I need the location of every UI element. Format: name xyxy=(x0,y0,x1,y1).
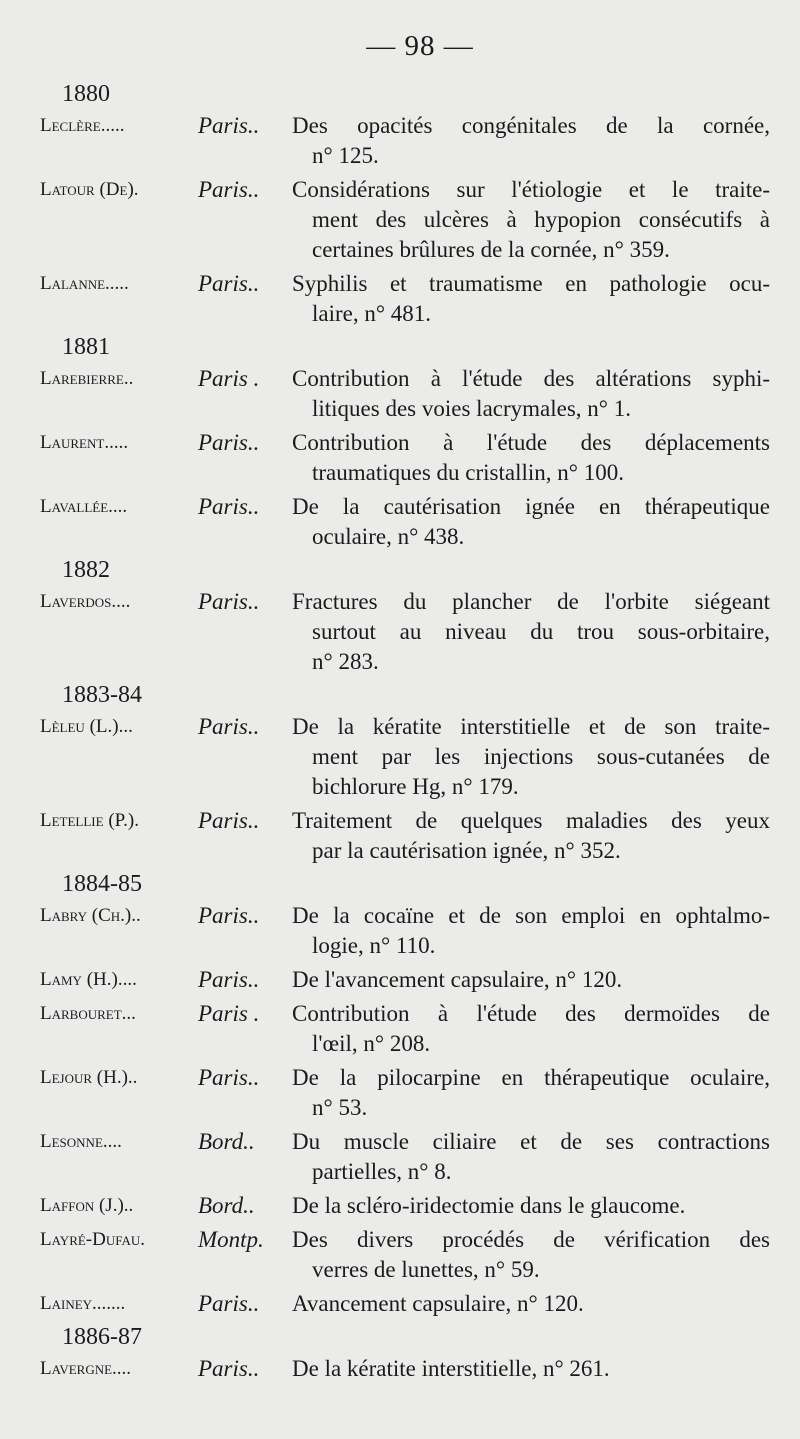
title-line: partielles, n° 8. xyxy=(312,1159,452,1184)
author-name: Lavergne.... xyxy=(40,1358,132,1379)
title-line: ment par les injections sous-cutanées de xyxy=(312,744,770,769)
thesis-title xyxy=(292,901,770,961)
thesis-entry xyxy=(40,428,770,488)
thesis-title xyxy=(292,492,770,552)
author-name: Latour (De). xyxy=(40,179,139,200)
author-name: Lalanne..... xyxy=(40,273,129,294)
title-line: Contribution à l'étude des déplacements xyxy=(292,430,770,455)
thesis-title xyxy=(292,1191,770,1221)
page-number: — 98 — xyxy=(366,30,474,62)
thesis-title xyxy=(292,999,770,1059)
title-line: n° 125. xyxy=(312,143,379,168)
title-line: De la kératite interstitielle et de son traite- xyxy=(292,714,770,739)
author-name: Letellie (P.). xyxy=(40,810,139,831)
thesis-title xyxy=(292,364,770,424)
thesis-entry xyxy=(40,111,770,171)
city: Paris.. xyxy=(198,903,260,928)
title-line: traumatiques du cristallin, n° 100. xyxy=(312,460,624,485)
thesis-entry xyxy=(40,1127,770,1187)
title-line: surtout au niveau du trou sous-orbitaire, xyxy=(312,619,770,644)
thesis-entry xyxy=(40,587,770,677)
title-line: n° 53. xyxy=(312,1095,368,1120)
city: Paris.. xyxy=(198,1065,260,1090)
title-line: De la cautérisation ignée en thérapeutique xyxy=(292,494,770,519)
thesis-title xyxy=(292,111,770,171)
city: Paris . xyxy=(198,1001,260,1026)
city: Paris.. xyxy=(198,808,260,833)
city: Montp. xyxy=(198,1227,264,1252)
title-line: De la kératite interstitielle, n° 261. xyxy=(292,1356,610,1381)
title-line: laire, n° 481. xyxy=(312,301,432,326)
thesis-entry xyxy=(40,999,770,1059)
author-name: Leclère..... xyxy=(40,115,125,136)
thesis-entry xyxy=(40,1191,770,1221)
author-name: Lèleu (L.)... xyxy=(40,716,133,737)
author-name: Lejour (H.).. xyxy=(40,1067,138,1088)
city: Paris.. xyxy=(198,430,260,455)
thesis-title xyxy=(292,269,770,329)
title-line: certaines brûlures de la cornée, n° 359. xyxy=(312,237,670,262)
thesis-entry xyxy=(40,1289,770,1319)
year-heading: 1883-84 xyxy=(62,682,142,708)
city: Paris.. xyxy=(198,113,260,138)
thesis-entry xyxy=(40,269,770,329)
title-line: bichlorure Hg, n° 179. xyxy=(312,774,519,799)
title-line: Des divers procédés de vérification des xyxy=(292,1227,770,1252)
title-line: Syphilis et traumatisme en pathologie ocu- xyxy=(292,271,770,296)
thesis-entry xyxy=(40,175,770,265)
title-line: Des opacités congénitales de la cornée, xyxy=(292,113,770,138)
year-heading: 1882 xyxy=(62,557,110,583)
title-line: Du muscle ciliaire et de ses contractions xyxy=(292,1129,770,1154)
author-name: Larbouret... xyxy=(40,1003,136,1024)
title-line: Avancement capsulaire, n° 120. xyxy=(292,1291,584,1316)
city: Paris.. xyxy=(198,494,260,519)
thesis-title xyxy=(292,1354,770,1384)
thesis-entry xyxy=(40,965,770,995)
city: Paris.. xyxy=(198,1356,260,1381)
thesis-title xyxy=(292,806,770,866)
title-line: De la scléro-iridectomie dans le glaucome. xyxy=(292,1193,686,1218)
title-line: n° 283. xyxy=(312,649,379,674)
author-name: Lesonne.... xyxy=(40,1131,122,1152)
title-line: oculaire, n° 438. xyxy=(312,524,465,549)
city: Bord.. xyxy=(198,1193,255,1218)
thesis-list xyxy=(40,80,770,1388)
city: Paris.. xyxy=(198,1291,260,1316)
year-heading: 1880 xyxy=(62,81,110,107)
thesis-entry xyxy=(40,712,770,802)
city: Paris.. xyxy=(198,714,260,739)
thesis-title xyxy=(292,1225,770,1285)
year-heading: 1886-87 xyxy=(62,1324,142,1350)
thesis-entry xyxy=(40,1225,770,1285)
thesis-entry xyxy=(40,1354,770,1384)
author-name: Lamy (H.).... xyxy=(40,969,137,990)
thesis-title xyxy=(292,1127,770,1187)
thesis-title xyxy=(292,587,770,677)
author-name: Lainey....... xyxy=(40,1293,126,1314)
city: Bord.. xyxy=(198,1129,255,1154)
title-line: ment des ulcères à hypopion consécutifs à xyxy=(312,207,770,232)
title-line: Fractures du plancher de l'orbite siégeant xyxy=(292,589,770,614)
thesis-entry xyxy=(40,806,770,866)
title-line: l'œil, n° 208. xyxy=(312,1031,431,1056)
title-line: logie, n° 110. xyxy=(312,933,436,958)
thesis-title xyxy=(292,965,770,995)
title-line: Traitement de quelques maladies des yeux xyxy=(292,808,770,833)
author-name: Laverdos.... xyxy=(40,591,131,612)
city: Paris.. xyxy=(198,271,260,296)
author-name: Layré-Dufau. xyxy=(40,1229,146,1250)
title-line: par la cautérisation ignée, n° 352. xyxy=(312,838,621,863)
thesis-entry xyxy=(40,492,770,552)
thesis-entry xyxy=(40,364,770,424)
thesis-title xyxy=(292,1289,770,1319)
title-line: Contribution à l'étude des altérations syphi- xyxy=(292,366,770,391)
title-line: Contribution à l'étude des dermoïdes de xyxy=(292,1001,770,1026)
title-line: De la pilocarpine en thérapeutique oculaire, xyxy=(292,1065,770,1090)
thesis-entry xyxy=(40,901,770,961)
title-line: litiques des voies lacrymales, n° 1. xyxy=(312,396,631,421)
city: Paris.. xyxy=(198,589,260,614)
title-line: verres de lunettes, n° 59. xyxy=(312,1257,540,1282)
city: Paris.. xyxy=(198,967,260,992)
city: Paris . xyxy=(198,366,260,391)
thesis-title xyxy=(292,1063,770,1123)
title-line: De la cocaïne et de son emploi en ophtalmo- xyxy=(292,903,770,928)
author-name: Labry (Ch.).. xyxy=(40,905,141,926)
author-name: Lavallée.... xyxy=(40,496,128,517)
title-line: Considérations sur l'étiologie et le traite- xyxy=(292,177,770,202)
thesis-title xyxy=(292,175,770,265)
year-heading: 1881 xyxy=(62,334,110,360)
author-name: Laurent..... xyxy=(40,432,129,453)
year-heading: 1884-85 xyxy=(62,871,142,897)
thesis-title xyxy=(292,712,770,802)
thesis-title xyxy=(292,428,770,488)
author-name: Larebierre.. xyxy=(40,368,134,389)
thesis-entry xyxy=(40,1063,770,1123)
title-line: De l'avancement capsulaire, n° 120. xyxy=(292,967,623,992)
city: Paris.. xyxy=(198,177,260,202)
author-name: Laffon (J.).. xyxy=(40,1195,134,1216)
